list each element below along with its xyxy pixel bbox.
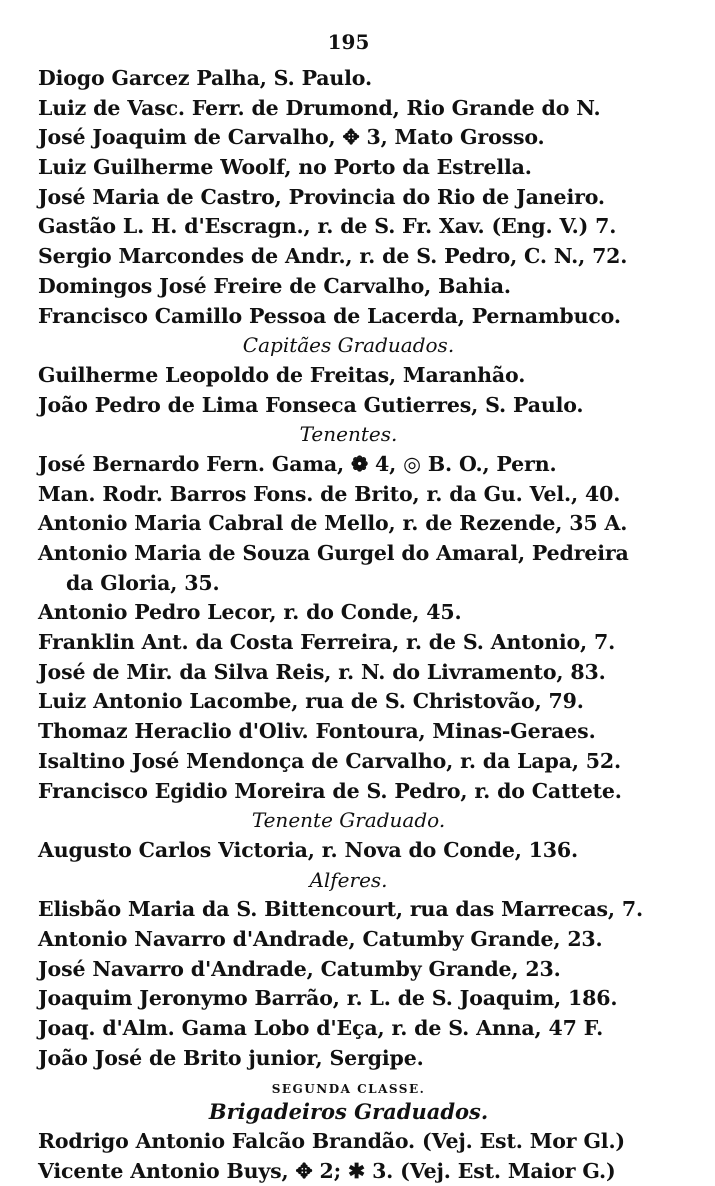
entries-block-6 xyxy=(38,895,659,1073)
entry-line: João José de Brito junior, Sergipe. xyxy=(38,1045,424,1070)
entry-line: Augusto Carlos Victoria, r. Nova do Conde, 136. xyxy=(38,837,579,862)
entry-line: Elisbão Maria da S. Bittencourt, rua das Marrecas, 7. xyxy=(38,897,643,922)
entry-line: Antonio Maria de Souza Gurgel do Amaral, Pedreira xyxy=(38,541,629,565)
entry-line: Guilherme Leopoldo de Freitas, Maranhão. xyxy=(38,362,526,387)
entry-line: José Joaquim de Carvalho, ✥ 3, Mato Grosso. xyxy=(38,125,545,150)
section-heading-tenentes: Tenentes. xyxy=(299,422,398,447)
entry-line: Domingos José Freire de Carvalho, Bahia. xyxy=(38,273,511,298)
entry-line: Isaltino José Mendonça de Carvalho, r. da Lapa, 52. xyxy=(38,748,622,773)
section-heading-tenente-graduado: Tenente Graduado. xyxy=(251,808,446,833)
entry-line: Antonio Navarro d'Andrade, Catumby Grande, 23. xyxy=(38,926,603,951)
entries-block-4 xyxy=(38,598,659,806)
entry-line: Thomaz Heraclio d'Oliv. Fontoura, Minas-Geraes. xyxy=(38,719,596,744)
entry-line: Franklin Ant. da Costa Ferreira, r. de S. Antonio, 7. xyxy=(38,630,616,655)
entry-line: Luiz Antonio Lacombe, rua de S. Christovão, 79. xyxy=(38,689,584,714)
entry-line: José Bernardo Fern. Gama, ❁ 4, ◎ B. O., Pern. xyxy=(38,451,557,476)
entries-block-1 xyxy=(38,64,659,331)
entries-block-3 xyxy=(38,450,659,598)
page-number: 195 xyxy=(327,30,370,54)
entry-line: Luiz de Vasc. Ferr. de Drumond, Rio Grande do N. xyxy=(38,95,601,120)
entry-line: José Maria de Castro, Provincia do Rio de Janeiro. xyxy=(38,184,605,209)
section-heading-alferes: Alferes. xyxy=(309,867,388,892)
entry-line: João Pedro de Lima Fonseca Gutierres, S. Paulo. xyxy=(38,392,584,417)
entry-line: Rodrigo Antonio Falcão Brandão. (Vej. Est. Mor Gl.) xyxy=(38,1129,625,1154)
entry-line: Vicente Antonio Buys, ✥ 2; ✱ 3. (Vej. Est. Maior G.) xyxy=(38,1158,616,1183)
entry-line: Sergio Marcondes de Andr., r. de S. Pedro, C. N., 72. xyxy=(38,244,628,269)
entries-block-5 xyxy=(38,836,659,866)
entry-line: Joaq. d'Alm. Gama Lobo d'Eça, r. de S. Anna, 47 F. xyxy=(38,1016,604,1040)
section-heading-capitaes-graduados: Capitães Graduados. xyxy=(242,333,455,358)
entry-line-continuation: da Gloria, 35. xyxy=(66,570,220,595)
entry-line: Luiz Guilherme Woolf, no Porto da Estrella. xyxy=(38,155,532,180)
entry-line: Man. Rodr. Barros Fons. de Brito, r. da Gu. Vel., 40. xyxy=(38,481,621,506)
entry-line: Antonio Pedro Lecor, r. do Conde, 45. xyxy=(38,600,462,625)
entry-line: Gastão L. H. d'Escragn., r. de S. Fr. Xav. (Eng. V.) 7. xyxy=(38,214,617,239)
entry-line: Francisco Egidio Moreira de S. Pedro, r. do Cattete. xyxy=(38,778,622,803)
entries-block-7 xyxy=(38,1127,659,1186)
entry-line: Antonio Maria Cabral de Mello, r. de Rezende, 35 A. xyxy=(38,511,628,536)
entry-line: José de Mir. da Silva Reis, r. N. do Livramento, 83. xyxy=(38,659,606,684)
entries-block-2 xyxy=(38,361,659,420)
entry-line: Francisco Camillo Pessoa de Lacerda, Pernambuco. xyxy=(38,303,621,328)
entry-line: Diogo Garcez Palha, S. Paulo. xyxy=(38,66,372,90)
entry-line: José Navarro d'Andrade, Catumby Grande, 23. xyxy=(38,956,561,981)
class-heading-segunda-classe: SEGUNDA CLASSE. xyxy=(271,1082,426,1097)
section-heading-brigadeiros-graduados: Brigadeiros Graduados. xyxy=(208,1099,489,1125)
entry-line: Joaquim Jeronymo Barrão, r. L. de S. Joaquim, 186. xyxy=(38,986,618,1011)
